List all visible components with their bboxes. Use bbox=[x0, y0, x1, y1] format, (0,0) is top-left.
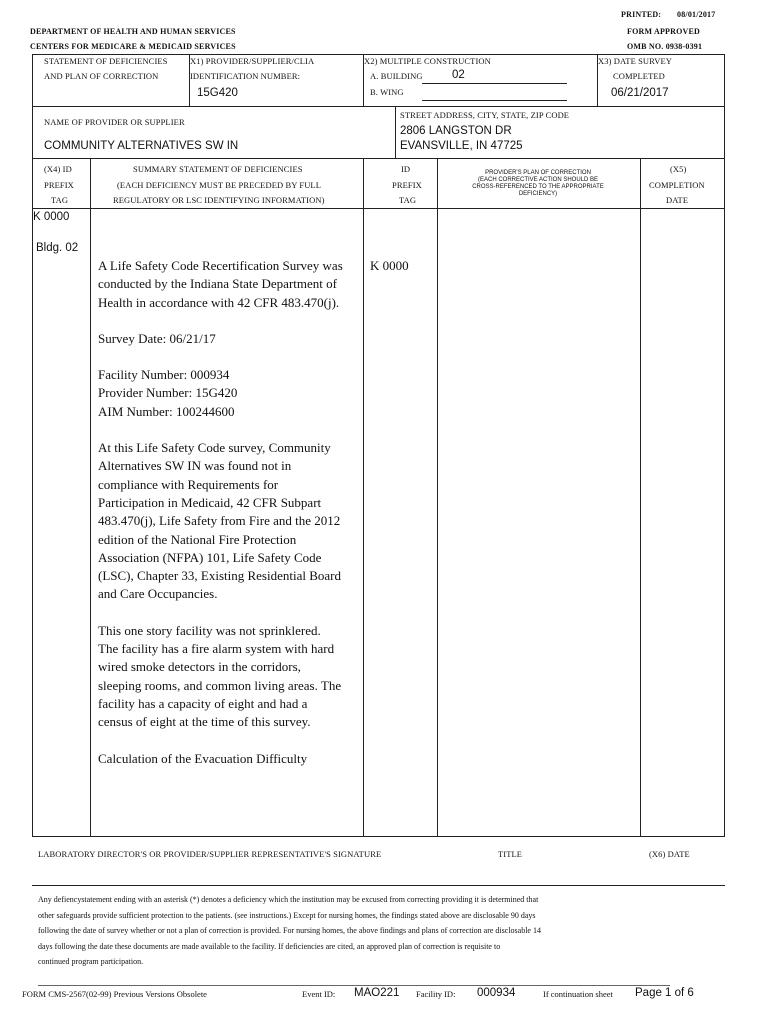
disclaimer-line-1: Any defiencystatement ending with an asterisk (*) denotes a deficiency which the institution may be excused from correcting providing it is determined that bbox=[38, 895, 539, 904]
omb-number: OMB NO. 0938-0391 bbox=[627, 42, 703, 51]
survey-date: 06/21/2017 bbox=[611, 87, 669, 99]
rule bbox=[640, 158, 641, 836]
completion-label: COMPLETION bbox=[649, 180, 705, 190]
printed-date: 08/01/2017 bbox=[677, 10, 716, 19]
right-tag: K 0000 bbox=[370, 258, 409, 273]
page-number: Page 1 of 6 bbox=[635, 987, 694, 999]
provider-name-label: NAME OF PROVIDER OR SUPPLIER bbox=[44, 117, 185, 127]
summary-label-3: REGULATORY OR LSC IDENTIFYING INFORMATION) bbox=[113, 195, 325, 205]
continuation-label: If continuation sheet bbox=[543, 989, 613, 999]
rule bbox=[363, 158, 364, 836]
event-id-label: Event ID: bbox=[302, 989, 336, 999]
x3-label: X3) DATE SURVEY bbox=[598, 56, 673, 66]
rule bbox=[724, 54, 725, 106]
facility-id-value: 000934 bbox=[477, 987, 516, 999]
rule bbox=[422, 83, 567, 84]
statement-label: STATEMENT OF DEFICIENCIES bbox=[44, 56, 168, 66]
plan-label-2: (EACH CORRECTIVE ACTION SHOULD BE bbox=[477, 177, 599, 183]
address-label: STREET ADDRESS, CITY, STATE, ZIP CODE bbox=[400, 110, 570, 120]
rule bbox=[32, 54, 33, 106]
id-prefix-label: PREFIX bbox=[392, 180, 422, 190]
id-label: ID bbox=[401, 164, 411, 174]
rule bbox=[32, 158, 33, 836]
address-line-2: EVANSVILLE, IN 47725 bbox=[400, 140, 523, 152]
disclaimer-line-2: other safeguards provide sufficient protection to the patients. (see instructions.) Except for nursing homes, the findings stated above are disclosable 90 days bbox=[38, 910, 536, 920]
x3-label-2: COMPLETED bbox=[613, 71, 665, 81]
x2-label: X2) MULTIPLE CONSTRUCTION bbox=[364, 56, 491, 66]
wing-label: B. WING bbox=[370, 87, 404, 97]
department-title: DEPARTMENT OF HEALTH AND HUMAN SERVICES bbox=[30, 27, 236, 36]
rule bbox=[90, 158, 91, 836]
paragraph-numbers bbox=[98, 366, 343, 421]
x4-prefix-label: PREFIX bbox=[44, 180, 74, 190]
facility-number: Facility Number: 000934 bbox=[98, 367, 230, 383]
paragraph-evacuation: Calculation of the Evacuation Difficulty bbox=[98, 750, 308, 766]
title-label: TITLE bbox=[498, 849, 523, 859]
paragraph-survey-date: Survey Date: 06/21/17 bbox=[98, 330, 216, 346]
facility-id-label: Facility ID: bbox=[416, 989, 456, 999]
provider-name: COMMUNITY ALTERNATIVES SW IN bbox=[44, 140, 239, 152]
rule bbox=[422, 100, 567, 101]
summary-statement bbox=[98, 257, 343, 786]
rule bbox=[724, 106, 725, 158]
address-line-1: 2806 LANGSTON DR bbox=[400, 125, 512, 137]
rule bbox=[32, 158, 725, 159]
date-label: DATE bbox=[666, 195, 689, 205]
provider-id-number: 15G420 bbox=[197, 87, 238, 99]
building-tag: Bldg. 02 bbox=[36, 242, 79, 254]
rule bbox=[38, 985, 670, 986]
aim-number: AIM Number: 100244600 bbox=[98, 403, 235, 419]
plan-label-3: CROSS-REFERENCED TO THE APPROPRIATE bbox=[472, 184, 604, 190]
rule bbox=[437, 158, 438, 836]
centers-title: CENTERS FOR MEDICARE & MEDICAID SERVICES bbox=[30, 42, 236, 51]
event-id-value: MAO221 bbox=[354, 987, 400, 999]
disclaimer bbox=[38, 892, 598, 970]
rule bbox=[32, 106, 725, 107]
building-label: A. BUILDING bbox=[370, 71, 423, 81]
form-approved: FORM APPROVED bbox=[627, 27, 701, 36]
disclaimer-line-5: continued program participation. bbox=[38, 957, 144, 967]
disclaimer-line-4: days following the date these documents are made available to the facility. If deficiencies are cited, an approved plan of correction is requisite to bbox=[38, 941, 501, 951]
rule bbox=[395, 106, 396, 158]
x6-date-label: (X6) DATE bbox=[649, 849, 690, 859]
plan-label-4: DEFICIENCY) bbox=[518, 191, 558, 197]
rule bbox=[32, 106, 33, 158]
provider-number: Provider Number: 15G420 bbox=[98, 385, 238, 401]
rule bbox=[32, 208, 725, 209]
paragraph-facility: This one story facility was not sprinklered. The facility has a fire alarm system with hard wired smoke detectors in the corridors, sleeping rooms, and common living areas. The facility has a capacity of eight and had a census of eight at the time of this survey. bbox=[98, 622, 342, 730]
id-tag-label: TAG bbox=[399, 195, 417, 205]
x1-label: X1) PROVIDER/SUPPLIER/CLIA bbox=[190, 56, 315, 66]
x1-label-2: IDENTIFICATION NUMBER: bbox=[190, 71, 301, 81]
x4-id-label: (X4) ID bbox=[44, 164, 72, 174]
rule bbox=[32, 54, 725, 55]
rule bbox=[32, 885, 725, 886]
printed-label: PRINTED: bbox=[621, 10, 662, 19]
signature-label: LABORATORY DIRECTOR'S OR PROVIDER/SUPPLIER REPRESENTATIVE'S SIGNATURE bbox=[38, 849, 382, 859]
building-value: 02 bbox=[452, 69, 465, 81]
plan-of-correction-header bbox=[440, 170, 636, 198]
x5-label: (X5) bbox=[670, 164, 687, 174]
rule bbox=[724, 158, 725, 836]
summary-label-2: (EACH DEFICIENCY MUST BE PRECEDED BY FULL bbox=[117, 180, 322, 190]
x4-tag-label: TAG bbox=[51, 195, 69, 205]
form-number: FORM CMS-2567(02-99) Previous Versions Obsolete bbox=[22, 989, 207, 999]
left-tag: K 0000 bbox=[33, 211, 70, 223]
summary-label-1: SUMMARY STATEMENT OF DEFICIENCIES bbox=[133, 164, 303, 174]
plan-label: AND PLAN OF CORRECTION bbox=[44, 71, 159, 81]
rule bbox=[32, 836, 725, 837]
paragraph-compliance: At this Life Safety Code survey, Community Alternatives SW IN was found not in compliance with Requirements for Participation in Medicaid, 42 CFR Subpart 483.470(j), Life Safety from Fire and the 2012 edition of the National Fire Protection Association (NFPA) 101, Life Safety Code (LSC), Chapter 33, Existing Residential Board and Care Occupancies. bbox=[98, 440, 341, 602]
paragraph-intro: A Life Safety Code Recertification Survey was conducted by the Indiana State Department of Health in accordance with 42 CFR 483.470(j). bbox=[98, 258, 343, 310]
disclaimer-line-3: following the date of survey whether or not a plan of correction is provided. For nursing homes, the above findings and plans of correction are disclosable 14 bbox=[38, 926, 541, 936]
plan-label-1: PROVIDER'S PLAN OF CORRECTION bbox=[485, 170, 591, 176]
